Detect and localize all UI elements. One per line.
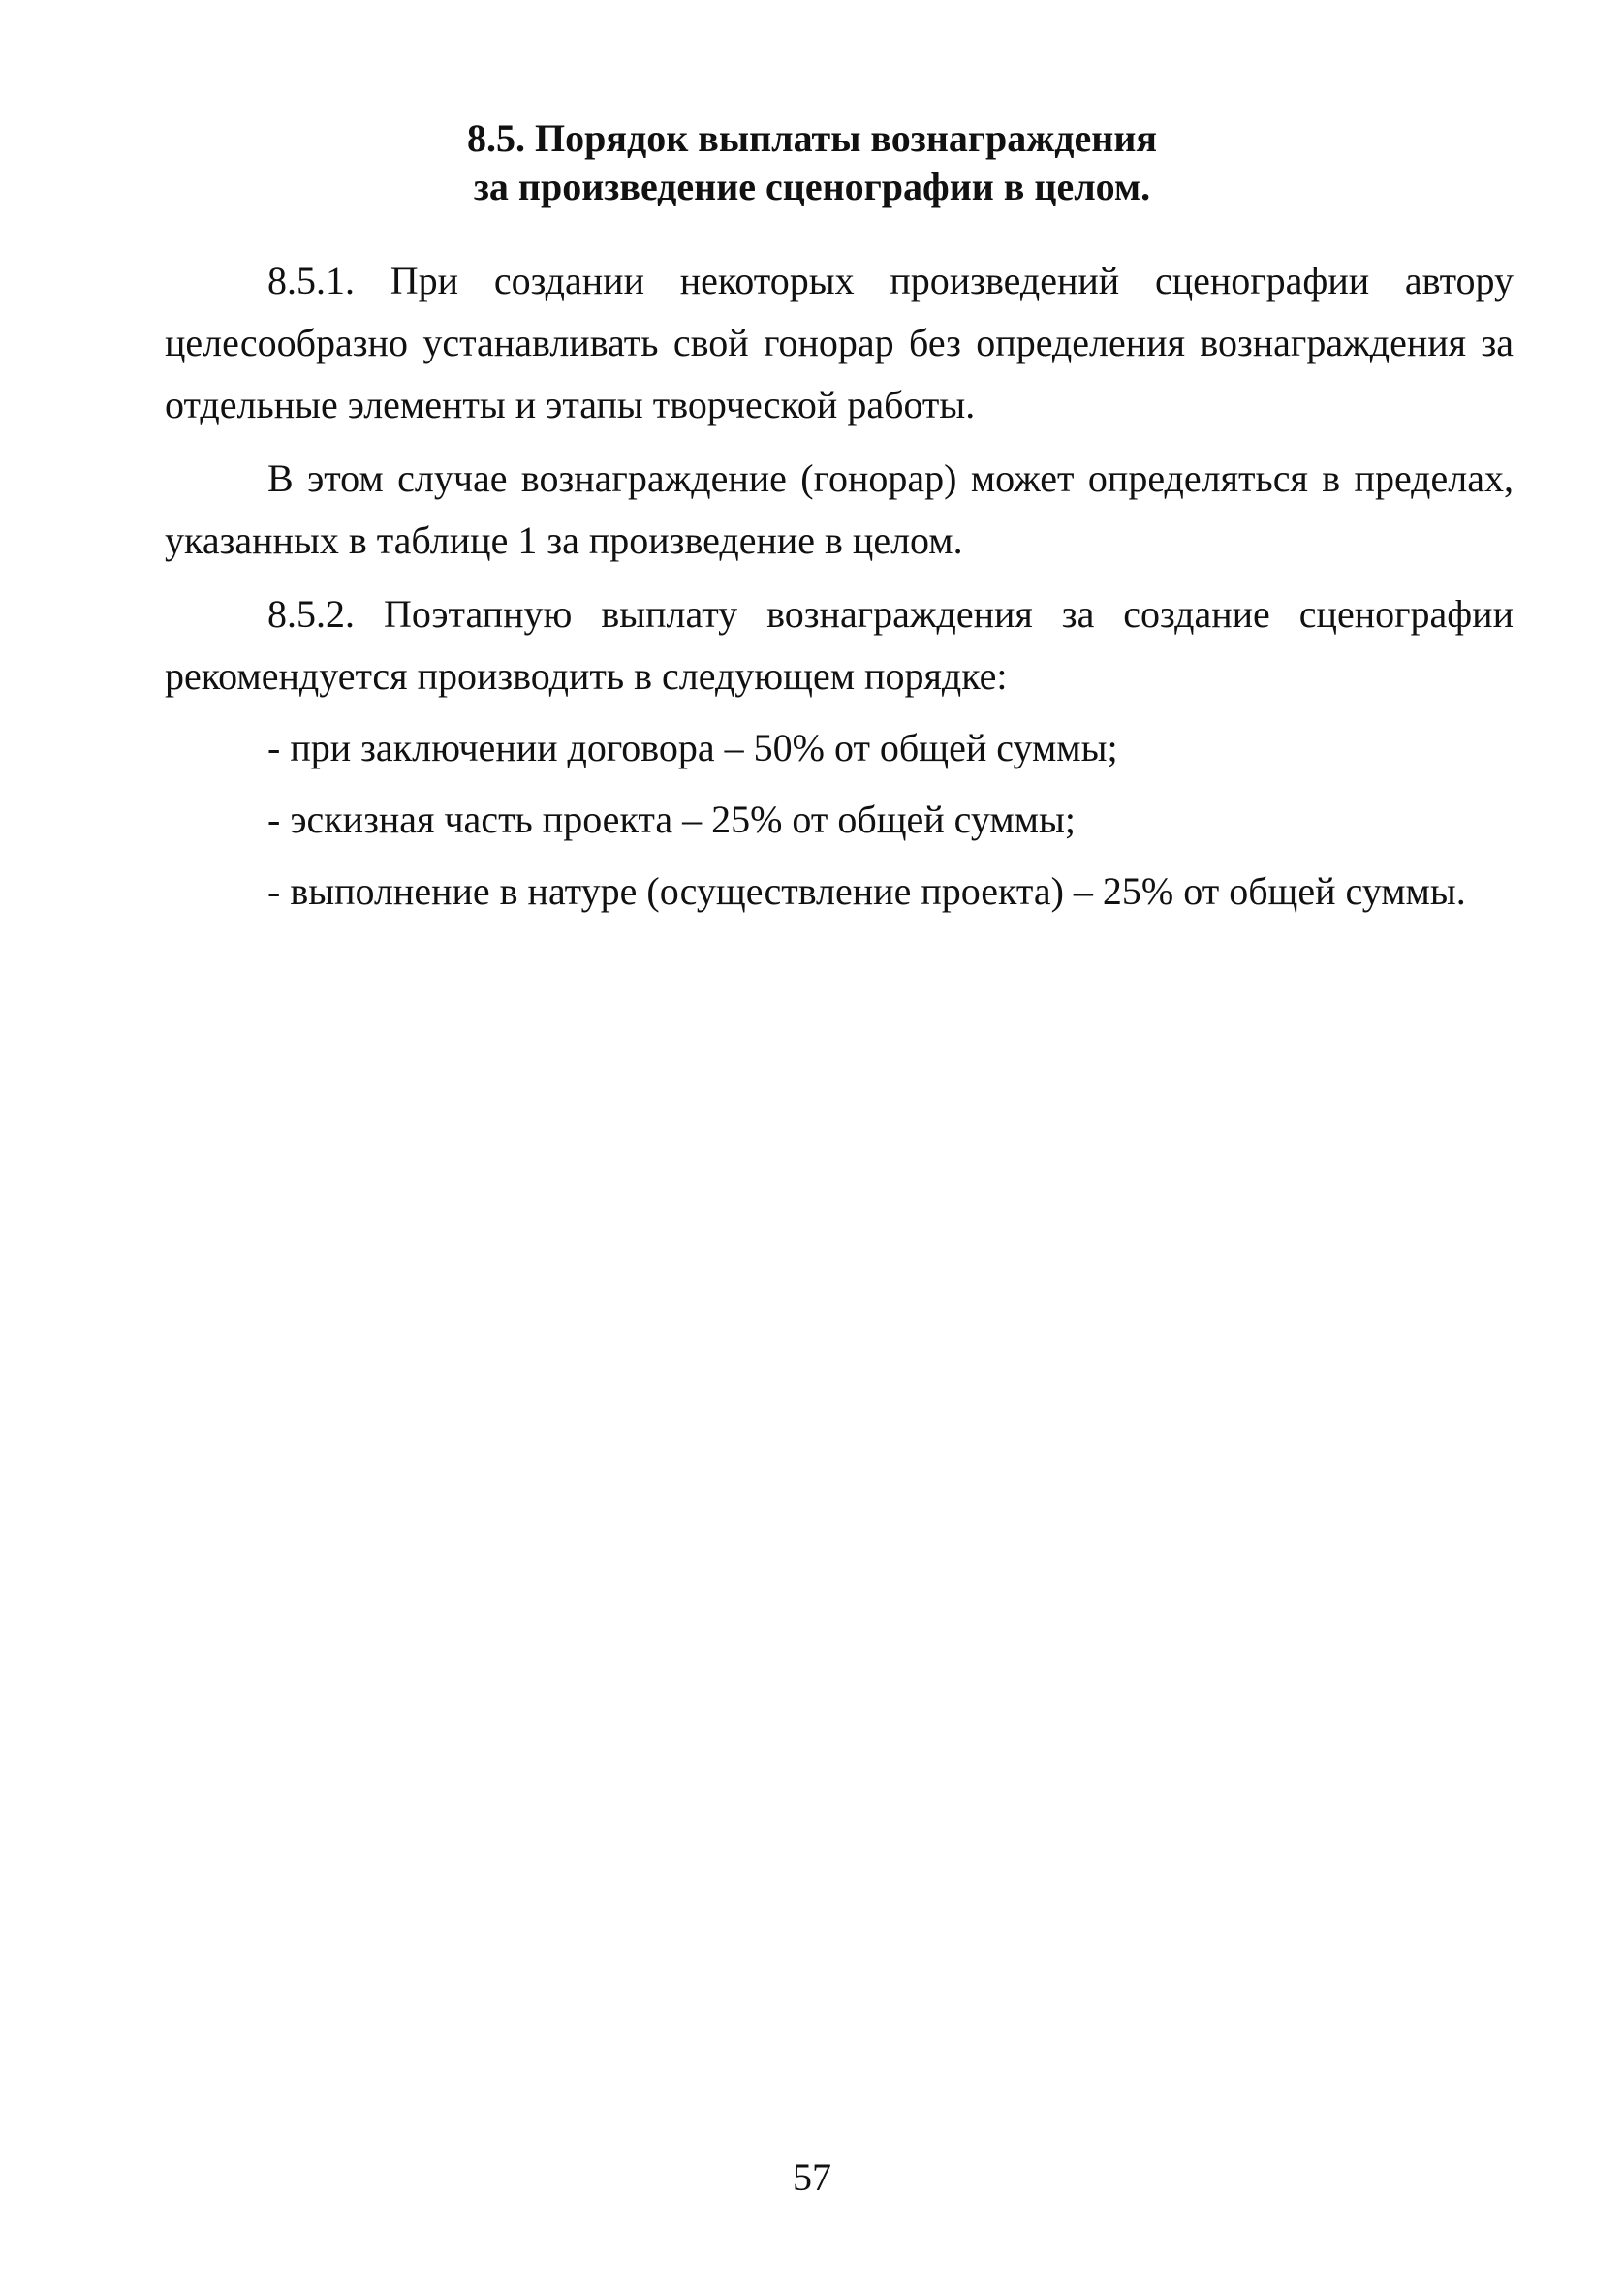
section-body: [165, 250, 1514, 923]
paragraph-8-5-1: 8.5.1. При создании некоторых произведений сценографии автору целесообразно устанавливать свой гонорар без определения вознаграждения за отдельные элементы и этапы творческой работы.: [165, 259, 1514, 426]
payment-step-sketch: - эскизная часть проекта – 25% от общей суммы;: [267, 798, 1076, 841]
section-heading-line-2: за произведение сценографии в целом.: [473, 165, 1151, 208]
section-heading-line-1: 8.5. Порядок выплаты вознаграждения: [466, 116, 1158, 160]
paragraph-8-5-2: 8.5.2. Поэтапную выплату вознаграждения за создание сценографии рекомендуется производить в следующем порядке:: [165, 592, 1514, 698]
page-number: 57: [793, 2155, 831, 2199]
payment-step-realization: - выполнение в натуре (осуществление проекта) – 25% от общей суммы.: [267, 869, 1466, 913]
payment-step-contract: - при заключении договора – 50% от общей суммы;: [267, 726, 1118, 769]
paragraph-note: В этом случае вознаграждение (гонорар) может определяться в пределах, указанных в таблице 1 за произведение в целом.: [165, 456, 1514, 562]
section-heading: [0, 114, 1624, 211]
